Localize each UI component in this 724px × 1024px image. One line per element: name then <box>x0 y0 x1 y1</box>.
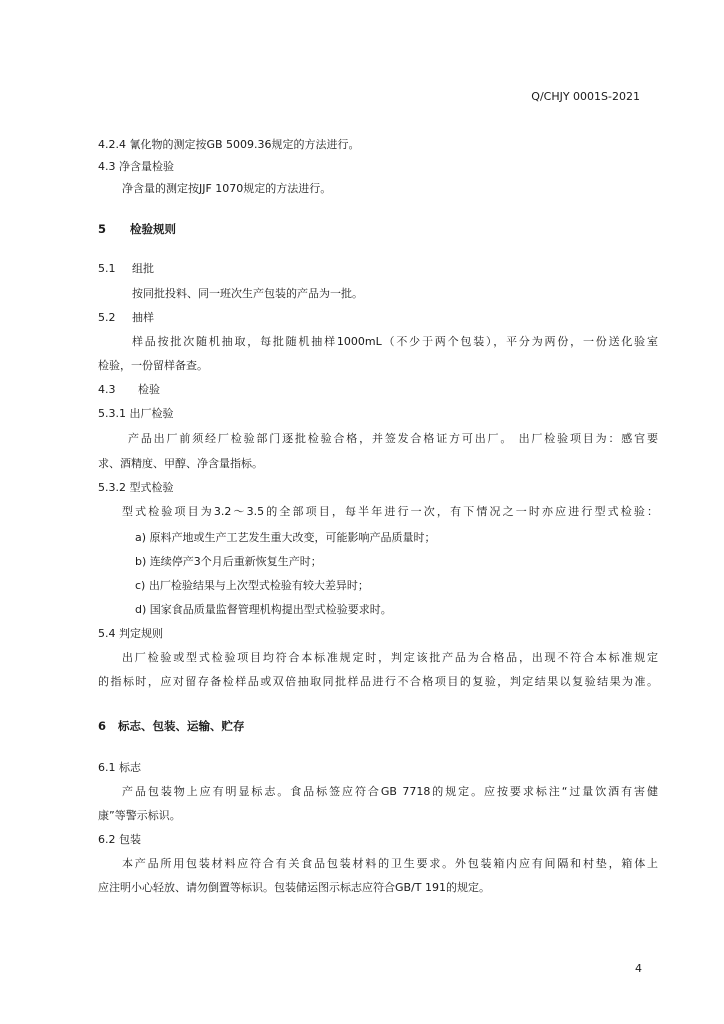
paragraph-packaging-line-2: 应注明小心轻放、请勿倒置等标识。包装储运图示标志应符合GB/T 191的规定。 <box>98 881 490 894</box>
paragraph-sampling-line-1: 样品按批次随机抽取，每批随机抽样1000mL（不少于两个包装），平分为两份，一份送化验室 <box>132 335 658 348</box>
heading-6-1: 6.1 标志 <box>98 761 141 774</box>
paragraph-judgement-line-2: 的指标时，应对留存备检样品或双倍抽取同批样品进行不合格项目的复验，判定结果以复验结果为准。 <box>98 675 658 688</box>
heading-title-inspection: 检验 <box>138 383 160 396</box>
heading-6-2: 6.2 包装 <box>98 833 141 846</box>
section-title-5: 检验规则 <box>130 222 176 236</box>
heading-5-3-1: 5.3.1 出厂检验 <box>98 407 174 420</box>
heading-number-5-1: 5.1 <box>98 262 116 275</box>
paragraph-net-content: 净含量的测定按JJF 1070规定的方法进行。 <box>122 182 332 195</box>
section-number-5: 5 <box>98 222 107 236</box>
paragraph-marking-line-2: 康”等警示标识。 <box>98 809 181 822</box>
heading-title-5-1: 组批 <box>132 262 154 275</box>
list-item-c: c) 出厂检验结果与上次型式检验有较大差异时； <box>135 579 369 592</box>
paragraph-batching: 按同批投料、同一班次生产包装的产品为一批。 <box>132 287 363 300</box>
heading-4-3: 4.3 净含量检验 <box>98 160 174 173</box>
list-item-b: b) 连续停产3个月后重新恢复生产时； <box>135 555 322 568</box>
paragraph-type-inspection: 型式检验项目为3.2～3.5的全部项目，每半年进行一次，有下情况之一时亦应进行型式检验： <box>122 505 658 518</box>
paragraph-judgement-line-1: 出厂检验或型式检验项目均符合本标准规定时，判定该批产品为合格品，出现不符合本标准规定 <box>122 651 658 664</box>
list-item-a: a) 原料产地或生产工艺发生重大改变，可能影响产品质量时； <box>135 531 436 544</box>
paragraph-factory-inspection-line-2: 求、酒精度、甲醇、净含量指标。 <box>98 457 263 470</box>
paragraph-marking-line-1: 产品包装物上应有明显标志。食品标签应符合GB 7718的规定。应按要求标注“过量饮酒有害健 <box>122 785 658 798</box>
paragraph-sampling-line-2: 检验，一份留样备查。 <box>98 359 208 372</box>
paragraph-packaging-line-1: 本产品所用包装材料应符合有关食品包装材料的卫生要求。外包装箱内应有间隔和村垫，箱体上 <box>122 857 658 870</box>
section-number-6: 6 <box>98 719 107 733</box>
page-number: 4 <box>635 962 642 975</box>
heading-title-5-2: 抽样 <box>132 311 154 324</box>
heading-number-4-3: 4.3 <box>98 383 116 396</box>
heading-5-4: 5.4 判定规则 <box>98 627 163 640</box>
heading-number-5-2: 5.2 <box>98 311 116 324</box>
document-code: Q/CHJY 0001S-2021 <box>531 90 640 103</box>
clause-4-2-4: 4.2.4 氰化物的测定按GB 5009.36规定的方法进行。 <box>98 138 360 151</box>
heading-5-3-2: 5.3.2 型式检验 <box>98 481 174 494</box>
paragraph-factory-inspection-line-1: 产品出厂前须经厂检验部门逐批检验合格，并签发合格证方可出厂。 出厂检验项目为：感官要 <box>128 432 658 445</box>
section-title-6: 标志、包装、运输、贮存 <box>118 719 245 733</box>
list-item-d: d) 国家食品质量监督管理机构提出型式检验要求时。 <box>135 603 392 616</box>
